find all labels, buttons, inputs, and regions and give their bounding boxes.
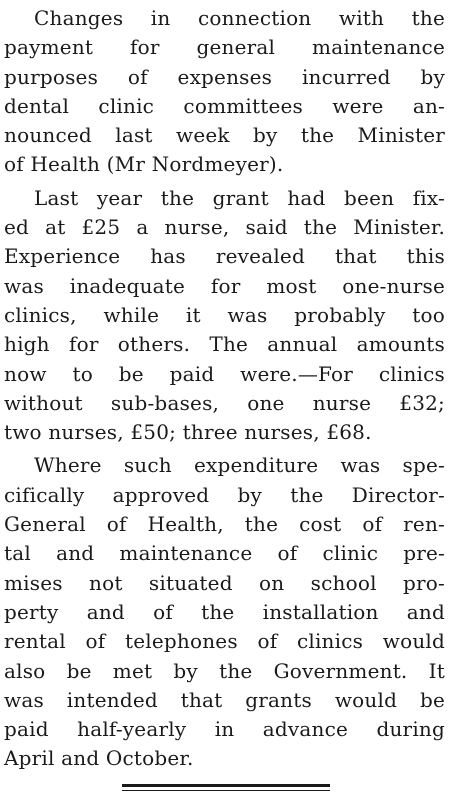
text-line: rental of telephones of clinics would <box>4 629 445 654</box>
text-line: cifically approved by the Director- <box>4 482 445 507</box>
text-line: Last year the grant had been fix- <box>34 185 445 210</box>
news-article <box>4 0 445 778</box>
text-line: April and October. <box>4 746 194 771</box>
text-line: General of Health, the cost of ren- <box>4 512 445 537</box>
text-line: nounced last week by the Minister <box>4 123 445 148</box>
paragraph-3 <box>4 451 445 773</box>
text-line: Changes in connection with the <box>34 6 445 30</box>
text-line: mises not situated on school pro- <box>4 570 445 595</box>
text-line: two nurses, £50; three nurses, £68. <box>4 420 372 445</box>
text-line: paid half-yearly in advance during <box>4 717 445 742</box>
text-line: purposes of expenses incurred by <box>4 64 445 89</box>
text-line: without sub-bases, one nurse £32; <box>4 390 445 415</box>
text-line: also be met by the Government. It <box>4 658 445 683</box>
rule-thick <box>122 784 330 787</box>
text-line: Where such expenditure was spe- <box>34 453 445 478</box>
text-line: dental clinic committees were an- <box>4 93 445 118</box>
rule-thin <box>122 790 330 791</box>
text-line: of Health (Mr Nordmeyer). <box>4 152 284 177</box>
text-line: payment for general maintenance <box>4 35 445 60</box>
paragraph-2 <box>4 184 445 448</box>
text-line: was inadequate for most one-nurse <box>4 273 445 298</box>
text-line: high for others. The annual amounts <box>4 332 445 357</box>
end-of-article-rule <box>122 784 330 791</box>
text-line: was intended that grants would be <box>4 687 445 712</box>
text-line: ed at £25 a nurse, said the Minister. <box>4 215 445 240</box>
text-line: perty and of the installation and <box>4 599 445 624</box>
text-line: Experience has revealed that this <box>4 244 445 269</box>
text-line: clinics, while it was probably too <box>4 302 445 327</box>
text-line: now to be paid were.—For clinics <box>4 361 445 386</box>
paragraph-1 <box>4 4 445 180</box>
text-line: tal and maintenance of clinic pre- <box>4 541 445 566</box>
